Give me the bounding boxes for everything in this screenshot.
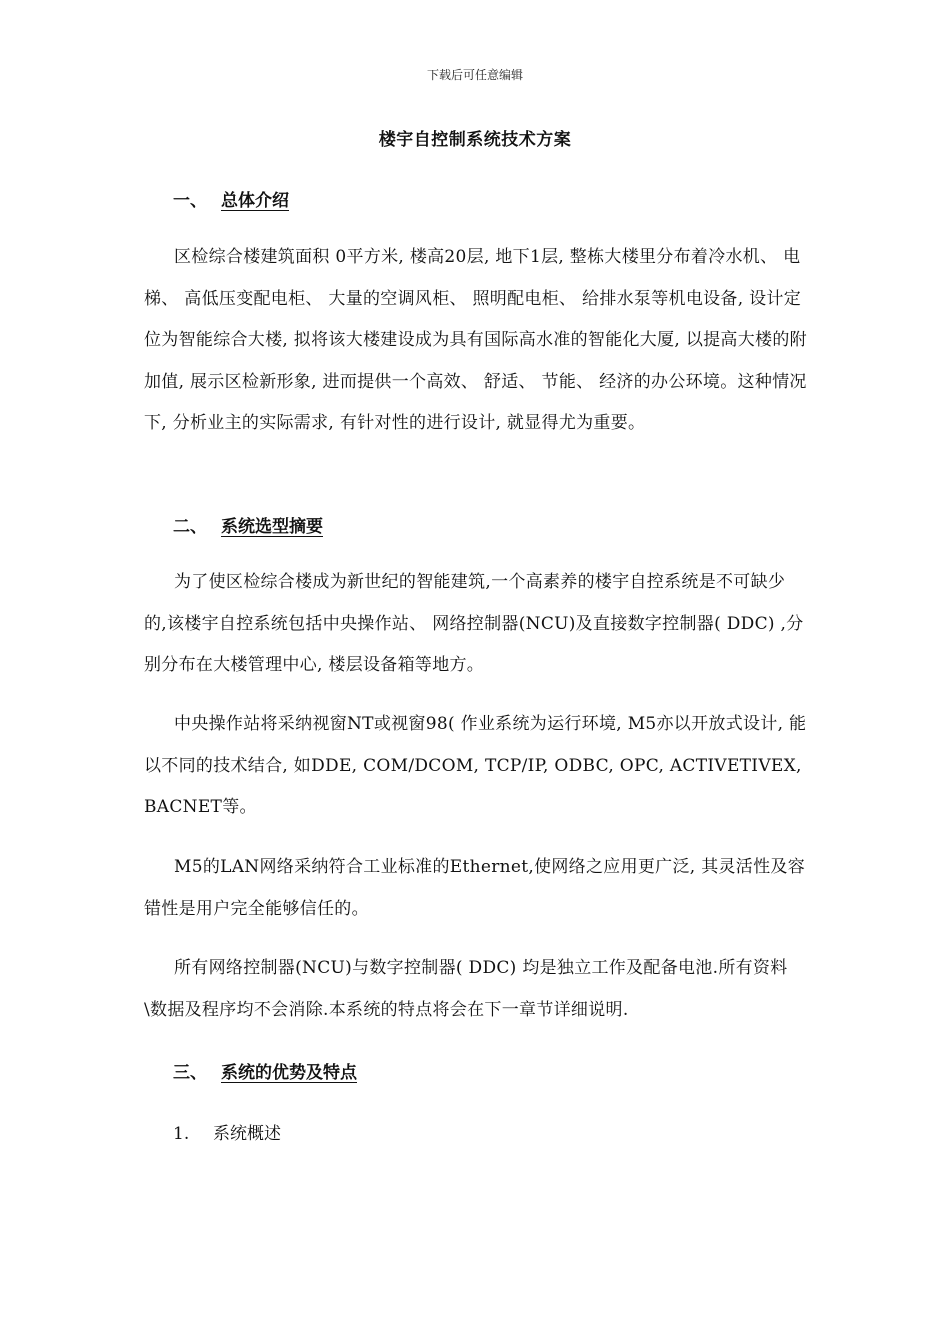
document-title: 楼宇自控制系统技术方案 (378, 130, 572, 150)
paragraph: 区检综合楼建筑面积 0平方米, 楼高20层, 地下1层, 整栋大楼里分布着冷水机、 电梯、 高低压变配电柜、 大量的空调风柜、 照明配电柜、 给排水泵等机电设备, 设计定位为智能综合大楼, 拟将该大楼建设成为具有国际高水准的智能化大厦, 以提高大楼的附加值, 展示区检新形象, 进而提供一个高效、 舒适、 节能、 经济的办公环境。这种情况下, 分析业主的实际需求, 有针对性的进行设计, 就显得尤为重要。 (144, 247, 807, 433)
section-number: 三、 (173, 1063, 207, 1083)
sub-item-system-overview (173, 1119, 281, 1144)
sub-item-number: 1. (173, 1124, 190, 1144)
section-title: 系统的优势及特点 (221, 1063, 357, 1083)
section-title: 系统选型摘要 (221, 517, 323, 537)
sub-item-label: 系统概述 (213, 1124, 281, 1144)
paragraph: 为了使区检综合楼成为新世纪的智能建筑,一个高素养的楼宇自控系统是不可缺少的,该楼宇自控系统包括中央操作站、 网络控制器(NCU)及直接数字控制器( DDC) ,分别分布在大楼管理中心, 楼层设备箱等地方。 (144, 572, 804, 675)
section-heading-system-selection (173, 512, 323, 537)
section-heading-overview (173, 186, 289, 211)
page-header-note: 下载后可任意编辑 (426, 68, 523, 82)
section-number: 一、 (173, 191, 207, 211)
paragraph: M5的LAN网络采纳符合工业标准的Ethernet,使网络之应用更广泛, 其灵活性及容错性是用户完全能够信任的。 (144, 857, 805, 919)
section-number: 二、 (173, 517, 207, 537)
paragraph: 中央操作站将采纳视窗NT或视窗98( 作业系统为运行环境, M5亦以开放式设计, 能以不同的技术结合, 如DDE, COM/DCOM, TCP/IP, ODBC, OPC, ACTIVETIVEX, BACNET等。 (144, 714, 807, 817)
paragraph: 所有网络控制器(NCU)与数字控制器( DDC) 均是独立工作及配备电池.所有资料\数据及程序均不会消除.本系统的特点将会在下一章节详细说明. (144, 958, 788, 1020)
section-title: 总体介绍 (221, 191, 289, 211)
section-heading-advantages (173, 1058, 357, 1083)
